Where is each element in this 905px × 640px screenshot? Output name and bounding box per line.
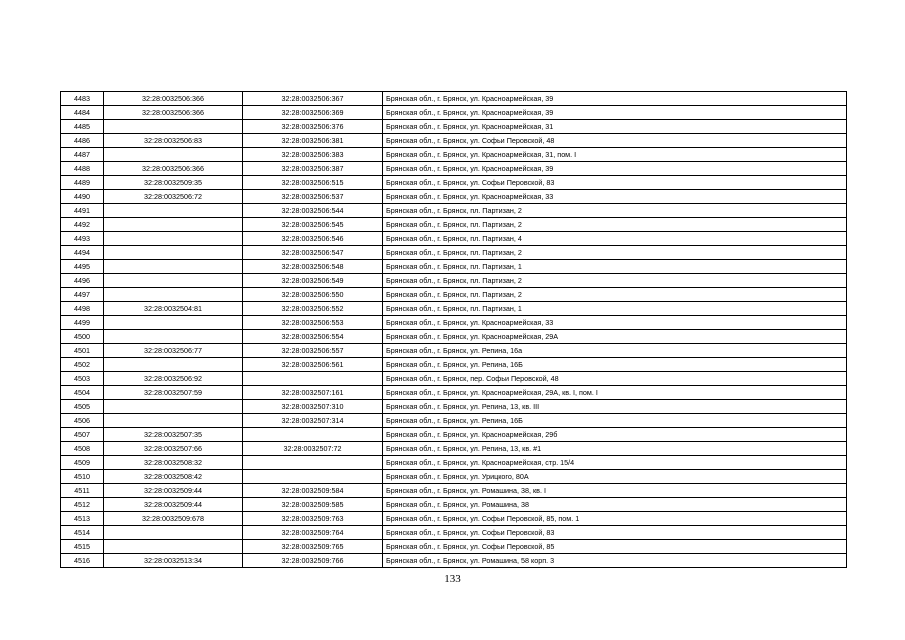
table-row (61, 470, 847, 484)
parcel-cadastral-number-cell (104, 260, 243, 274)
object-cadastral-number-cell: 32:28:0032507:310 (243, 400, 383, 414)
parcel-cadastral-number-cell: 32:28:0032506:366 (104, 106, 243, 120)
address-cell: Брянская обл., г. Брянск, ул. Репина, 16а (383, 344, 847, 358)
row-number-cell: 4489 (61, 176, 104, 190)
row-number-cell: 4495 (61, 260, 104, 274)
object-cadastral-number-cell: 32:28:0032509:764 (243, 526, 383, 540)
parcel-cadastral-number-cell (104, 148, 243, 162)
parcel-cadastral-number-cell: 32:28:0032509:35 (104, 176, 243, 190)
parcel-cadastral-number-cell: 32:28:0032506:92 (104, 372, 243, 386)
table-row (61, 498, 847, 512)
address-cell: Брянская обл., г. Брянск, ул. Софьи Перовской, 85, пом. 1 (383, 512, 847, 526)
address-cell: Брянская обл., г. Брянск, пл. Партизан, 2 (383, 288, 847, 302)
object-cadastral-number-cell: 32:28:0032507:72 (243, 442, 383, 456)
table-row (61, 330, 847, 344)
parcel-cadastral-number-cell (104, 400, 243, 414)
parcel-cadastral-number-cell: 32:28:0032506:72 (104, 190, 243, 204)
table-row (61, 260, 847, 274)
parcel-cadastral-number-cell (104, 358, 243, 372)
address-cell: Брянская обл., г. Брянск, ул. Красноармейская, 29б (383, 428, 847, 442)
row-number-cell: 4501 (61, 344, 104, 358)
table-row (61, 162, 847, 176)
row-number-cell: 4503 (61, 372, 104, 386)
table-row (61, 484, 847, 498)
object-cadastral-number-cell: 32:28:0032506:554 (243, 330, 383, 344)
address-cell: Брянская обл., г. Брянск, пл. Партизан, 2 (383, 218, 847, 232)
row-number-cell: 4490 (61, 190, 104, 204)
row-number-cell: 4483 (61, 92, 104, 106)
row-number-cell: 4513 (61, 512, 104, 526)
parcel-cadastral-number-cell (104, 288, 243, 302)
address-cell: Брянская обл., г. Брянск, пл. Партизан, 1 (383, 260, 847, 274)
parcel-cadastral-number-cell (104, 204, 243, 218)
parcel-cadastral-number-cell (104, 246, 243, 260)
table-row (61, 512, 847, 526)
address-cell: Брянская обл., г. Брянск, ул. Красноармейская, 31 (383, 120, 847, 134)
table-row (61, 526, 847, 540)
parcel-cadastral-number-cell (104, 526, 243, 540)
table-body (61, 92, 847, 568)
object-cadastral-number-cell: 32:28:0032509:766 (243, 554, 383, 568)
row-number-cell: 4491 (61, 204, 104, 218)
object-cadastral-number-cell: 32:28:0032509:765 (243, 540, 383, 554)
row-number-cell: 4509 (61, 456, 104, 470)
object-cadastral-number-cell: 32:28:0032506:549 (243, 274, 383, 288)
row-number-cell: 4496 (61, 274, 104, 288)
address-cell: Брянская обл., г. Брянск, ул. Красноармейская, 39 (383, 106, 847, 120)
object-cadastral-number-cell (243, 470, 383, 484)
object-cadastral-number-cell: 32:28:0032506:546 (243, 232, 383, 246)
address-cell: Брянская обл., г. Брянск, ул. Репина, 13, кв. III (383, 400, 847, 414)
row-number-cell: 4504 (61, 386, 104, 400)
object-cadastral-number-cell: 32:28:0032506:547 (243, 246, 383, 260)
table-row (61, 120, 847, 134)
parcel-cadastral-number-cell: 32:28:0032506:366 (104, 162, 243, 176)
table-row (61, 106, 847, 120)
address-cell: Брянская обл., г. Брянск, ул. Красноармейская, стр. 15/4 (383, 456, 847, 470)
address-cell: Брянская обл., г. Брянск, ул. Урицкого, 80А (383, 470, 847, 484)
address-cell: Брянская обл., г. Брянск, ул. Ромашина, 38, кв. I (383, 484, 847, 498)
table-row (61, 540, 847, 554)
object-cadastral-number-cell (243, 456, 383, 470)
object-cadastral-number-cell: 32:28:0032506:548 (243, 260, 383, 274)
object-cadastral-number-cell: 32:28:0032506:552 (243, 302, 383, 316)
object-cadastral-number-cell: 32:28:0032506:381 (243, 134, 383, 148)
address-cell: Брянская обл., г. Брянск, ул. Красноармейская, 39 (383, 92, 847, 106)
address-cell: Брянская обл., г. Брянск, ул. Ромашина, 58 корп. 3 (383, 554, 847, 568)
parcel-cadastral-number-cell (104, 120, 243, 134)
parcel-cadastral-number-cell (104, 218, 243, 232)
address-cell: Брянская обл., г. Брянск, пл. Партизан, 2 (383, 274, 847, 288)
row-number-cell: 4507 (61, 428, 104, 442)
table-row (61, 232, 847, 246)
parcel-cadastral-number-cell: 32:28:0032508:42 (104, 470, 243, 484)
object-cadastral-number-cell: 32:28:0032506:367 (243, 92, 383, 106)
row-number-cell: 4505 (61, 400, 104, 414)
object-cadastral-number-cell: 32:28:0032506:376 (243, 120, 383, 134)
parcel-cadastral-number-cell (104, 414, 243, 428)
object-cadastral-number-cell: 32:28:0032507:161 (243, 386, 383, 400)
table-row (61, 148, 847, 162)
row-number-cell: 4510 (61, 470, 104, 484)
table-row (61, 218, 847, 232)
table-row (61, 204, 847, 218)
object-cadastral-number-cell: 32:28:0032506:561 (243, 358, 383, 372)
object-cadastral-number-cell: 32:28:0032506:557 (243, 344, 383, 358)
row-number-cell: 4486 (61, 134, 104, 148)
object-cadastral-number-cell: 32:28:0032506:544 (243, 204, 383, 218)
cadastral-table (60, 91, 847, 568)
row-number-cell: 4493 (61, 232, 104, 246)
parcel-cadastral-number-cell: 32:28:0032506:366 (104, 92, 243, 106)
address-cell: Брянская обл., г. Брянск, ул. Репина, 13, кв. #1 (383, 442, 847, 456)
parcel-cadastral-number-cell: 32:28:0032509:44 (104, 484, 243, 498)
row-number-cell: 4487 (61, 148, 104, 162)
object-cadastral-number-cell: 32:28:0032506:537 (243, 190, 383, 204)
table-row (61, 316, 847, 330)
table-row (61, 554, 847, 568)
row-number-cell: 4502 (61, 358, 104, 372)
table-row (61, 134, 847, 148)
row-number-cell: 4511 (61, 484, 104, 498)
address-cell: Брянская обл., г. Брянск, ул. Красноармейская, 29А (383, 330, 847, 344)
address-cell: Брянская обл., г. Брянск, ул. Красноармейская, 33 (383, 316, 847, 330)
object-cadastral-number-cell: 32:28:0032509:584 (243, 484, 383, 498)
object-cadastral-number-cell: 32:28:0032506:515 (243, 176, 383, 190)
parcel-cadastral-number-cell: 32:28:0032506:77 (104, 344, 243, 358)
address-cell: Брянская обл., г. Брянск, ул. Красноармейская, 31, пом. I (383, 148, 847, 162)
table-row (61, 302, 847, 316)
row-number-cell: 4514 (61, 526, 104, 540)
table-row (61, 456, 847, 470)
table-row (61, 92, 847, 106)
address-cell: Брянская обл., г. Брянск, пер. Софьи Перовской, 48 (383, 372, 847, 386)
address-cell: Брянская обл., г. Брянск, пл. Партизан, 2 (383, 204, 847, 218)
address-cell: Брянская обл., г. Брянск, ул. Красноармейская, 29А, кв. I, пом. I (383, 386, 847, 400)
address-cell: Брянская обл., г. Брянск, ул. Красноармейская, 33 (383, 190, 847, 204)
table-row (61, 246, 847, 260)
row-number-cell: 4516 (61, 554, 104, 568)
parcel-cadastral-number-cell (104, 316, 243, 330)
object-cadastral-number-cell (243, 428, 383, 442)
row-number-cell: 4485 (61, 120, 104, 134)
row-number-cell: 4499 (61, 316, 104, 330)
address-cell: Брянская обл., г. Брянск, ул. Софьи Перовской, 83 (383, 176, 847, 190)
row-number-cell: 4512 (61, 498, 104, 512)
row-number-cell: 4500 (61, 330, 104, 344)
object-cadastral-number-cell: 32:28:0032509:585 (243, 498, 383, 512)
parcel-cadastral-number-cell: 32:28:0032507:35 (104, 428, 243, 442)
table-row (61, 442, 847, 456)
table-row (61, 344, 847, 358)
table-row (61, 386, 847, 400)
address-cell: Брянская обл., г. Брянск, пл. Партизан, 4 (383, 232, 847, 246)
table-row (61, 176, 847, 190)
address-cell: Брянская обл., г. Брянск, ул. Репина, 16Б (383, 414, 847, 428)
table-row (61, 274, 847, 288)
table-row (61, 372, 847, 386)
address-cell: Брянская обл., г. Брянск, ул. Красноармейская, 39 (383, 162, 847, 176)
object-cadastral-number-cell: 32:28:0032506:383 (243, 148, 383, 162)
parcel-cadastral-number-cell: 32:28:0032507:59 (104, 386, 243, 400)
row-number-cell: 4488 (61, 162, 104, 176)
parcel-cadastral-number-cell: 32:28:0032506:83 (104, 134, 243, 148)
object-cadastral-number-cell: 32:28:0032509:763 (243, 512, 383, 526)
object-cadastral-number-cell: 32:28:0032506:545 (243, 218, 383, 232)
object-cadastral-number-cell (243, 372, 383, 386)
address-cell: Брянская обл., г. Брянск, ул. Репина, 16Б (383, 358, 847, 372)
row-number-cell: 4492 (61, 218, 104, 232)
table-row (61, 414, 847, 428)
row-number-cell: 4498 (61, 302, 104, 316)
address-cell: Брянская обл., г. Брянск, ул. Ромашина, 38 (383, 498, 847, 512)
parcel-cadastral-number-cell (104, 540, 243, 554)
table-row (61, 428, 847, 442)
page-number: 133 (444, 573, 461, 585)
parcel-cadastral-number-cell: 32:28:0032507:66 (104, 442, 243, 456)
address-cell: Брянская обл., г. Брянск, пл. Партизан, 1 (383, 302, 847, 316)
address-cell: Брянская обл., г. Брянск, ул. Софьи Перовской, 83 (383, 526, 847, 540)
parcel-cadastral-number-cell: 32:28:0032508:32 (104, 456, 243, 470)
row-number-cell: 4484 (61, 106, 104, 120)
parcel-cadastral-number-cell (104, 274, 243, 288)
table-row (61, 288, 847, 302)
row-number-cell: 4506 (61, 414, 104, 428)
parcel-cadastral-number-cell: 32:28:0032504:81 (104, 302, 243, 316)
parcel-cadastral-number-cell: 32:28:0032509:44 (104, 498, 243, 512)
row-number-cell: 4497 (61, 288, 104, 302)
table-row (61, 400, 847, 414)
table-row (61, 358, 847, 372)
table-row (61, 190, 847, 204)
address-cell: Брянская обл., г. Брянск, ул. Софьи Перовской, 85 (383, 540, 847, 554)
object-cadastral-number-cell: 32:28:0032506:550 (243, 288, 383, 302)
object-cadastral-number-cell: 32:28:0032506:387 (243, 162, 383, 176)
parcel-cadastral-number-cell: 32:28:0032513:34 (104, 554, 243, 568)
object-cadastral-number-cell: 32:28:0032506:369 (243, 106, 383, 120)
object-cadastral-number-cell: 32:28:0032507:314 (243, 414, 383, 428)
row-number-cell: 4494 (61, 246, 104, 260)
parcel-cadastral-number-cell (104, 232, 243, 246)
parcel-cadastral-number-cell (104, 330, 243, 344)
row-number-cell: 4515 (61, 540, 104, 554)
address-cell: Брянская обл., г. Брянск, пл. Партизан, 2 (383, 246, 847, 260)
parcel-cadastral-number-cell: 32:28:0032509:678 (104, 512, 243, 526)
object-cadastral-number-cell: 32:28:0032506:553 (243, 316, 383, 330)
address-cell: Брянская обл., г. Брянск, ул. Софьи Перовской, 48 (383, 134, 847, 148)
row-number-cell: 4508 (61, 442, 104, 456)
